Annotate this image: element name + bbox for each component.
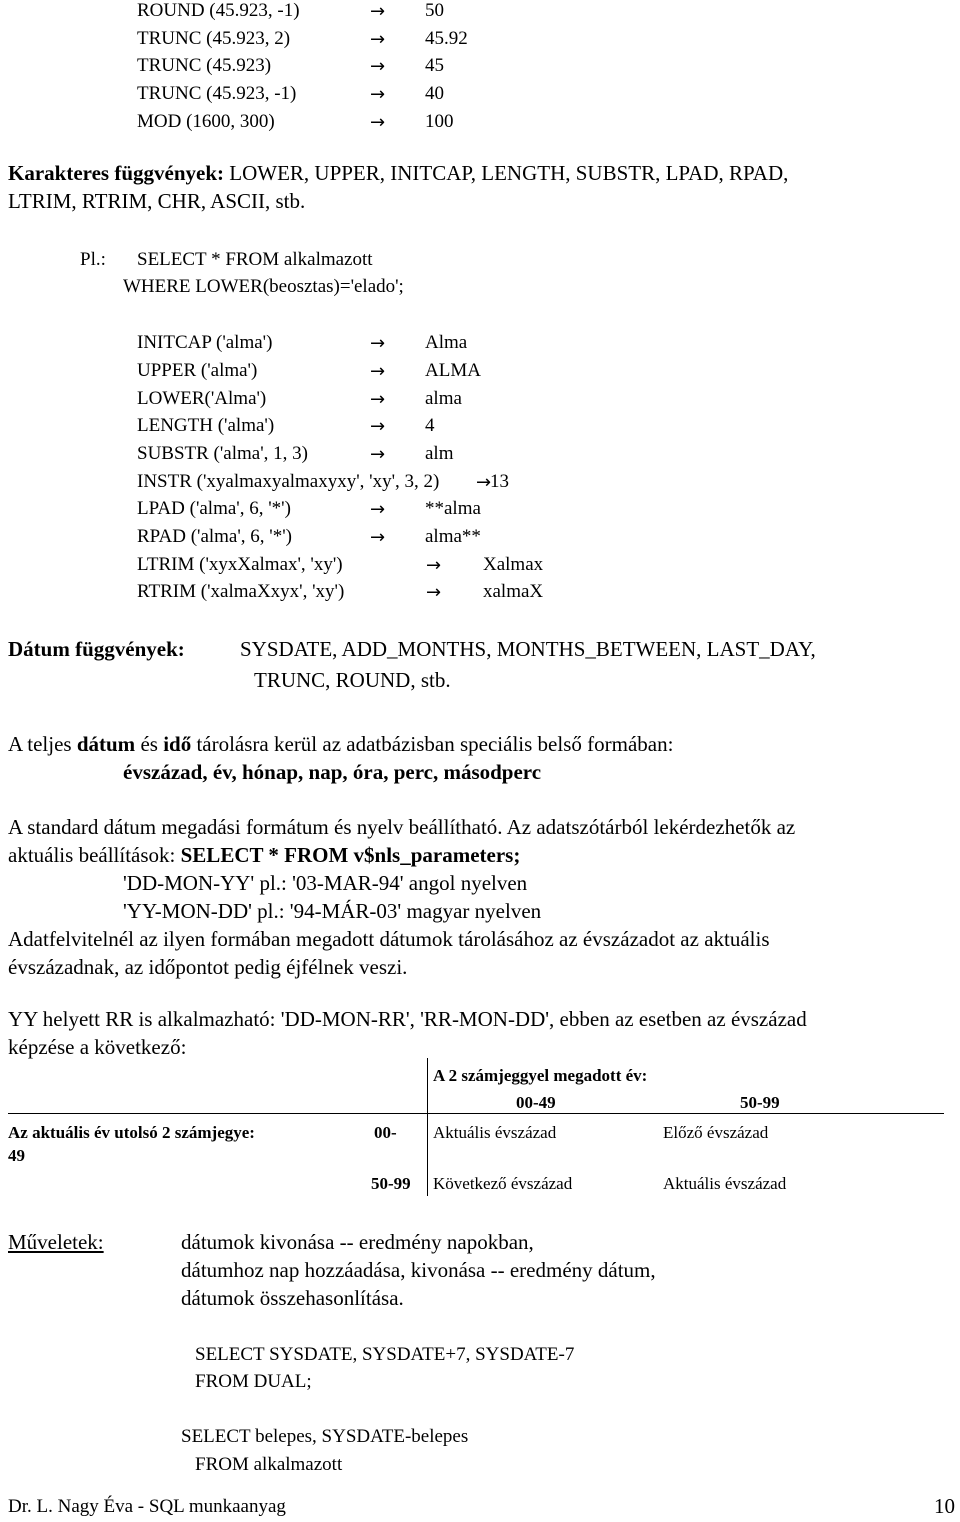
char-expr: INSTR ('xyalmaxyalmaxyxy', 'xy', 3, 2)	[137, 471, 440, 492]
arrow-icon: →	[370, 56, 386, 77]
char-result: Alma	[425, 332, 468, 353]
rr-line1: YY helyett RR is alkalmazható: 'DD-MON-RR', 'RR-MON-DD', ebben az esetben az évszázad	[8, 1007, 807, 1031]
operation-item: dátumok kivonása -- eredmény napokban,	[181, 1230, 534, 1254]
char-result: ALMA	[425, 360, 481, 381]
standard-line2	[8, 843, 520, 868]
numeric-result: 100	[425, 111, 454, 132]
date-functions-list-cont: TRUNC, ROUND, stb.	[254, 668, 451, 692]
footer-author: Dr. L. Nagy Éva - SQL munkaanyag	[8, 1496, 286, 1517]
table-row-label-cont: 49	[8, 1146, 25, 1165]
sql-example-1-line2: FROM DUAL;	[195, 1371, 312, 1392]
arrow-icon: →	[426, 582, 442, 603]
numeric-expr: TRUNC (45.923, -1)	[137, 83, 297, 104]
char-result: alma	[425, 388, 462, 409]
arrow-icon: →	[370, 1, 386, 22]
arrow-icon: →	[370, 84, 386, 105]
char-result: 13	[490, 471, 509, 492]
numeric-expr: TRUNC (45.923, 2)	[137, 28, 291, 49]
operations-label: Műveletek:	[8, 1230, 104, 1254]
arrow-icon: →	[426, 555, 442, 576]
char-functions-list-cont: LTRIM, RTRIM, CHR, ASCII, stb.	[8, 189, 306, 213]
table-cell: Aktuális évszázad	[663, 1174, 787, 1193]
arrow-icon: →	[370, 499, 386, 520]
char-expr: SUBSTR ('alma', 1, 3)	[137, 443, 308, 464]
storage-bold-time: idő	[163, 732, 192, 756]
storage-text: tárolásra kerül az adatbázisban speciális belső formában:	[191, 732, 674, 756]
table-range: 00-	[374, 1123, 397, 1142]
char-expr: RPAD ('alma', 6, '*')	[137, 526, 292, 547]
char-result: Xalmax	[483, 554, 544, 575]
table-cell: Aktuális évszázad	[433, 1123, 557, 1142]
char-expr: LPAD ('alma', 6, '*')	[137, 498, 291, 519]
char-expr: UPPER ('alma')	[137, 360, 258, 381]
char-expr: INITCAP ('alma')	[137, 332, 273, 353]
char-result: alm	[425, 443, 454, 464]
table-col-header: 50-99	[740, 1093, 780, 1112]
arrow-icon: →	[370, 29, 386, 50]
arrow-icon: →	[370, 333, 386, 354]
char-functions-label: Karakteres függvények:	[8, 161, 224, 185]
table-horizontal-rule	[8, 1113, 944, 1114]
storage-line	[8, 732, 673, 757]
example-prefix: Pl.:	[80, 249, 106, 270]
standard-line5: Adatfelvitelnél az ilyen formában megadott dátumok tárolásához az évszázadot az aktuális	[8, 927, 770, 951]
example-query-line2: WHERE LOWER(beosztas)='elado';	[123, 276, 404, 297]
table-header: A 2 számjeggyel megadott év:	[433, 1066, 648, 1085]
storage-bold-date: dátum	[76, 732, 136, 756]
arrow-icon: →	[370, 416, 386, 437]
char-result: xalmaX	[483, 581, 544, 602]
standard-line6: évszázadnak, az időpontot pedig éjfélnek veszi.	[8, 955, 408, 979]
numeric-result: 40	[425, 83, 444, 104]
operation-item: dátumhoz nap hozzáadása, kivonása -- eredmény dátum,	[181, 1258, 656, 1282]
char-result: **alma	[425, 498, 481, 519]
char-result: 4	[425, 415, 435, 436]
table-col-header: 00-49	[516, 1093, 556, 1112]
numeric-result: 45.92	[425, 28, 468, 49]
sql-example-2-line2: FROM alkalmazott	[195, 1454, 343, 1475]
char-expr: LOWER('Alma')	[137, 388, 267, 409]
date-functions-list: SYSDATE, ADD_MONTHS, MONTHS_BETWEEN, LAST_DAY,	[240, 637, 816, 661]
table-row-label: Az aktuális év utolsó 2 számjegye:	[8, 1123, 255, 1142]
standard-line1: A standard dátum megadási formátum és nyelv beállítható. Az adatszótárból lekérdezhetők az	[8, 815, 796, 839]
example-query-line1: SELECT * FROM alkalmazott	[137, 249, 373, 270]
char-result: alma**	[425, 526, 481, 547]
arrow-icon: →	[370, 112, 386, 133]
storage-components: évszázad, év, hónap, nap, óra, perc, másodperc	[123, 760, 542, 784]
arrow-icon: →	[370, 444, 386, 465]
page-number: 10	[934, 1494, 955, 1518]
char-expr: RTRIM ('xalmaXxyx', 'xy')	[137, 581, 345, 602]
operation-item: dátumok összehasonlítása.	[181, 1286, 404, 1310]
date-functions-label: Dátum függvények:	[8, 637, 185, 661]
table-vertical-rule	[427, 1058, 428, 1196]
numeric-result: 45	[425, 55, 444, 76]
numeric-expr: TRUNC (45.923)	[137, 55, 272, 76]
char-expr: LTRIM ('xyxXalmax', 'xy')	[137, 554, 343, 575]
sql-example-1-line1: SELECT SYSDATE, SYSDATE+7, SYSDATE-7	[195, 1344, 575, 1365]
arrow-icon: →	[370, 361, 386, 382]
storage-text: és	[135, 732, 164, 756]
arrow-icon: →	[370, 389, 386, 410]
char-expr: LENGTH ('alma')	[137, 415, 275, 436]
char-functions-line	[8, 161, 788, 186]
storage-text: A teljes	[8, 732, 77, 756]
standard-text: aktuális beállítások:	[8, 843, 181, 867]
format-example-hungarian: 'YY-MON-DD' pl.: '94-MÁR-03' magyar nyelven	[123, 899, 542, 923]
table-cell: Előző évszázad	[663, 1123, 769, 1142]
table-cell: Következő évszázad	[433, 1174, 573, 1193]
arrow-icon: →	[476, 472, 492, 493]
nls-query: SELECT * FROM v$nls_parameters;	[180, 843, 521, 867]
rr-line2: képzése a következő:	[8, 1035, 187, 1059]
table-range: 50-99	[371, 1174, 411, 1193]
numeric-expr: ROUND (45.923, -1)	[137, 0, 300, 21]
char-functions-list: LOWER, UPPER, INITCAP, LENGTH, SUBSTR, LPAD, RPAD,	[229, 161, 789, 185]
arrow-icon: →	[370, 527, 386, 548]
sql-example-2-line1: SELECT belepes, SYSDATE-belepes	[181, 1426, 469, 1447]
numeric-result: 50	[425, 0, 444, 21]
format-example-english: 'DD-MON-YY' pl.: '03-MAR-94' angol nyelven	[123, 871, 528, 895]
numeric-expr: MOD (1600, 300)	[137, 111, 275, 132]
